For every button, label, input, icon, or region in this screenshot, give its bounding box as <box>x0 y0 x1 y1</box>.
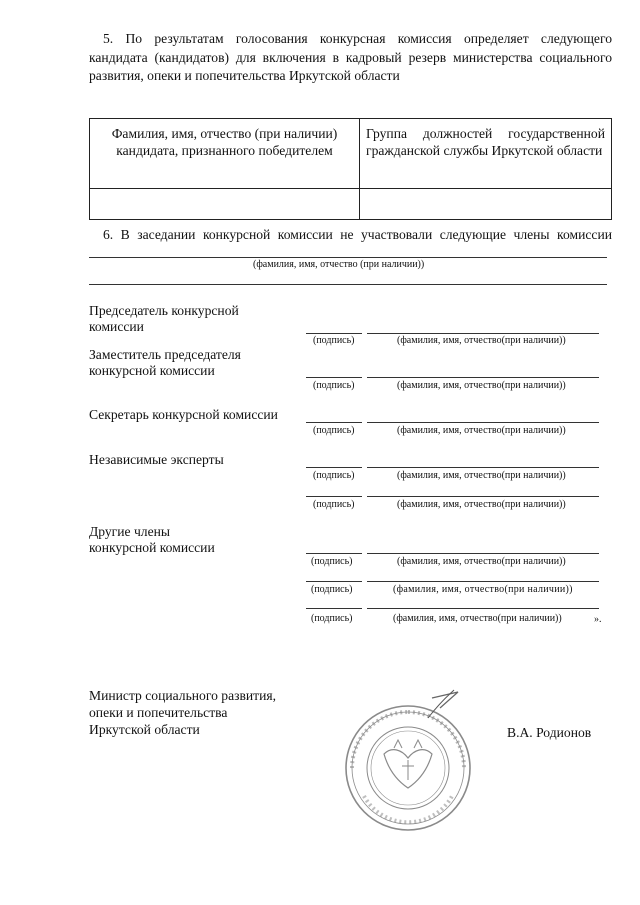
other-1-name-line[interactable] <box>367 553 599 554</box>
chair-sign-line[interactable] <box>306 333 362 334</box>
expert-2-name-line[interactable] <box>367 496 599 497</box>
header-group-line-2: гражданской службы Иркутской области <box>366 143 603 158</box>
secretary-name-caption: (фамилия, имя, отчество(при наличии)) <box>397 425 566 436</box>
role-others-line-1: Другие члены <box>89 524 171 539</box>
role-chair-line-2: комиссии <box>89 319 144 334</box>
absent-members-line-1[interactable] <box>89 257 607 258</box>
chair-sign-caption: (подпись) <box>313 335 355 346</box>
minister-title-line-3: Иркутской области <box>89 722 200 737</box>
expert-1-sign-line[interactable] <box>306 467 362 468</box>
other-3-sign-caption: (подпись) <box>311 613 353 624</box>
other-1-sign-line[interactable] <box>306 553 362 554</box>
role-others <box>89 524 215 556</box>
expert-1-sign-caption: (подпись) <box>313 470 355 481</box>
expert-1-name-caption: (фамилия, имя, отчество(при наличии)) <box>397 470 566 481</box>
expert-2-sign-caption: (подпись) <box>313 499 355 510</box>
section-5-line-1: 5. По результатам голосования конкурсная комиссия определяет следующего <box>103 31 612 46</box>
deputy-name-line[interactable] <box>367 377 599 378</box>
winner-table-cell-name[interactable] <box>90 189 360 220</box>
chair-name-line[interactable] <box>367 333 599 334</box>
winner-table <box>89 118 612 220</box>
section-6-text: 6. В заседании конкурсной комиссии не участвовали следующие члены комиссии <box>103 227 612 242</box>
role-deputy-line-1: Заместитель председателя <box>89 347 241 362</box>
deputy-name-caption: (фамилия, имя, отчество(при наличии)) <box>397 380 566 391</box>
other-1-name-caption: (фамилия, имя, отчество(при наличии)) <box>397 556 566 567</box>
minister-title-line-1: Министр социального развития, <box>89 688 277 703</box>
other-2-sign-caption: (подпись) <box>311 584 353 595</box>
other-2-name-line[interactable] <box>367 581 599 582</box>
role-others-line-2: конкурсной комиссии <box>89 540 215 555</box>
winner-table-header <box>90 119 612 189</box>
expert-1-name-line[interactable] <box>367 467 599 468</box>
official-seal-icon <box>332 688 484 840</box>
winner-table-cell-group[interactable] <box>360 189 612 220</box>
role-deputy <box>89 347 241 379</box>
absent-members-line-2[interactable] <box>89 284 607 285</box>
minister-title <box>89 687 276 738</box>
role-secretary: Секретарь конкурсной комиссии <box>89 407 278 422</box>
minister-name: В.А. Родионов <box>507 725 592 740</box>
role-deputy-line-2: конкурсной комиссии <box>89 363 215 378</box>
header-name-line-1: Фамилия, имя, отчество (при наличии) <box>111 126 338 141</box>
other-2-name-caption: (фамилия, имя, отчество(при наличии)) <box>393 584 573 595</box>
section-5-text <box>89 30 612 86</box>
other-2-sign-line[interactable] <box>306 581 362 582</box>
other-3-sign-line[interactable] <box>306 608 362 609</box>
expert-2-name-caption: (фамилия, имя, отчество(при наличии)) <box>397 499 566 510</box>
header-group-line-1: Группа должностей государственной <box>366 126 605 141</box>
other-3-name-caption: (фамилия, имя, отчество(при наличии)) <box>393 613 562 624</box>
other-3-name-line[interactable] <box>367 608 599 609</box>
absent-members-caption: (фамилия, имя, отчество (при наличии)) <box>253 259 425 270</box>
section-5-line-3: развития, опеки и попечительства Иркутской области <box>89 68 400 83</box>
winner-table-header-name <box>90 119 360 189</box>
secretary-sign-caption: (подпись) <box>313 425 355 436</box>
role-experts: Независимые эксперты <box>89 452 224 467</box>
role-chair <box>89 303 239 335</box>
deputy-sign-line[interactable] <box>306 377 362 378</box>
role-chair-line-1: Председатель конкурсной <box>89 303 239 318</box>
expert-2-sign-line[interactable] <box>306 496 362 497</box>
section-5-line-2: кандидата (кандидатов) для включения в кадровый резерв министерства социального <box>89 49 612 65</box>
other-1-sign-caption: (подпись) <box>311 556 353 567</box>
secretary-sign-line[interactable] <box>306 422 362 423</box>
chair-name-caption: (фамилия, имя, отчество(при наличии)) <box>397 335 566 346</box>
closing-quote: ». <box>594 614 602 625</box>
winner-table-row <box>90 189 612 220</box>
winner-table-header-group <box>360 119 612 189</box>
deputy-sign-caption: (подпись) <box>313 380 355 391</box>
minister-title-line-2: опеки и попечительства <box>89 705 228 720</box>
header-name-line-2: кандидата, признанного победителем <box>116 143 333 158</box>
secretary-name-line[interactable] <box>367 422 599 423</box>
